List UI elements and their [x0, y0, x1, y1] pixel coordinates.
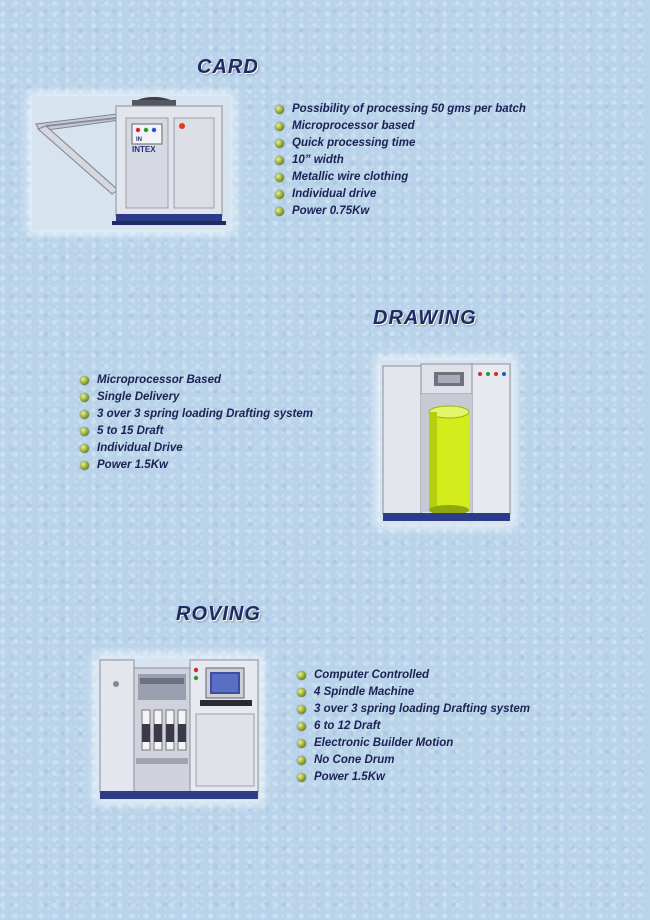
bullet-icon — [297, 722, 306, 731]
drawing-feature-list — [80, 372, 313, 474]
roving-feature-list — [297, 667, 530, 786]
list-item — [80, 423, 313, 440]
bullet-icon — [275, 139, 284, 148]
roving-feature-text: 6 to 12 Draft — [314, 720, 381, 732]
card-feature-text: Possibility of processing 50 gms per batch — [292, 103, 526, 115]
list-item — [80, 457, 313, 474]
drawing-machine-photo — [380, 360, 512, 524]
card-feature-text: 10” width — [292, 154, 344, 166]
bullet-icon — [275, 190, 284, 199]
bullet-icon — [275, 207, 284, 216]
bullet-icon — [80, 444, 89, 453]
card-feature-text: Individual drive — [292, 188, 377, 200]
roving-title: ROVING — [176, 603, 261, 625]
drawing-title: DRAWING — [373, 307, 477, 329]
card-feature-text: Power 0.75Kw — [292, 205, 370, 217]
list-item — [297, 752, 530, 769]
bullet-icon — [80, 461, 89, 470]
bullet-icon — [297, 671, 306, 680]
card-feature-text: Quick processing time — [292, 137, 416, 149]
bullet-icon — [297, 756, 306, 765]
list-item — [275, 118, 526, 135]
list-item — [297, 718, 530, 735]
bullet-icon — [297, 773, 306, 782]
list-item — [80, 372, 313, 389]
list-item — [275, 203, 526, 220]
roving-feature-text: 4 Spindle Machine — [314, 686, 415, 698]
bullet-icon — [275, 122, 284, 131]
roving-feature-text: Computer Controlled — [314, 669, 429, 681]
list-item — [275, 101, 526, 118]
roving-feature-text: No Cone Drum — [314, 754, 395, 766]
card-feature-text: Metallic wire clothing — [292, 171, 409, 183]
list-item — [297, 684, 530, 701]
bullet-icon — [80, 393, 89, 402]
drawing-feature-text: Power 1.5Kw — [97, 459, 168, 471]
list-item — [275, 135, 526, 152]
card-panel-logo: IN — [136, 137, 142, 143]
list-item — [297, 769, 530, 786]
bullet-icon — [275, 173, 284, 182]
bullet-icon — [297, 739, 306, 748]
list-item — [80, 440, 313, 457]
bullet-icon — [80, 376, 89, 385]
list-item — [297, 735, 530, 752]
list-item — [80, 389, 313, 406]
bullet-icon — [297, 688, 306, 697]
card-feature-text: Microprocessor based — [292, 120, 415, 132]
card-machine-photo — [32, 96, 230, 230]
list-item — [297, 667, 530, 684]
list-item — [275, 186, 526, 203]
roving-feature-text: Power 1.5Kw — [314, 771, 385, 783]
drawing-feature-text: Individual Drive — [97, 442, 183, 454]
bullet-icon — [80, 427, 89, 436]
list-item — [80, 406, 313, 423]
drawing-feature-text: 5 to 15 Draft — [97, 425, 164, 437]
bullet-icon — [275, 105, 284, 114]
bullet-icon — [80, 410, 89, 419]
roving-feature-text: 3 over 3 spring loading Drafting system — [314, 703, 530, 715]
bullet-icon — [297, 705, 306, 714]
list-item — [297, 701, 530, 718]
drawing-feature-text: 3 over 3 spring loading Drafting system — [97, 408, 313, 420]
drawing-feature-text: Single Delivery — [97, 391, 180, 403]
card-feature-list — [275, 101, 526, 220]
list-item — [275, 169, 526, 186]
card-title: CARD — [197, 56, 259, 78]
roving-machine-photo — [98, 658, 260, 800]
bullet-icon — [275, 156, 284, 165]
card-panel-brand: INTEX — [132, 145, 156, 154]
drawing-feature-text: Microprocessor Based — [97, 374, 221, 386]
list-item — [275, 152, 526, 169]
roving-feature-text: Electronic Builder Motion — [314, 737, 454, 749]
